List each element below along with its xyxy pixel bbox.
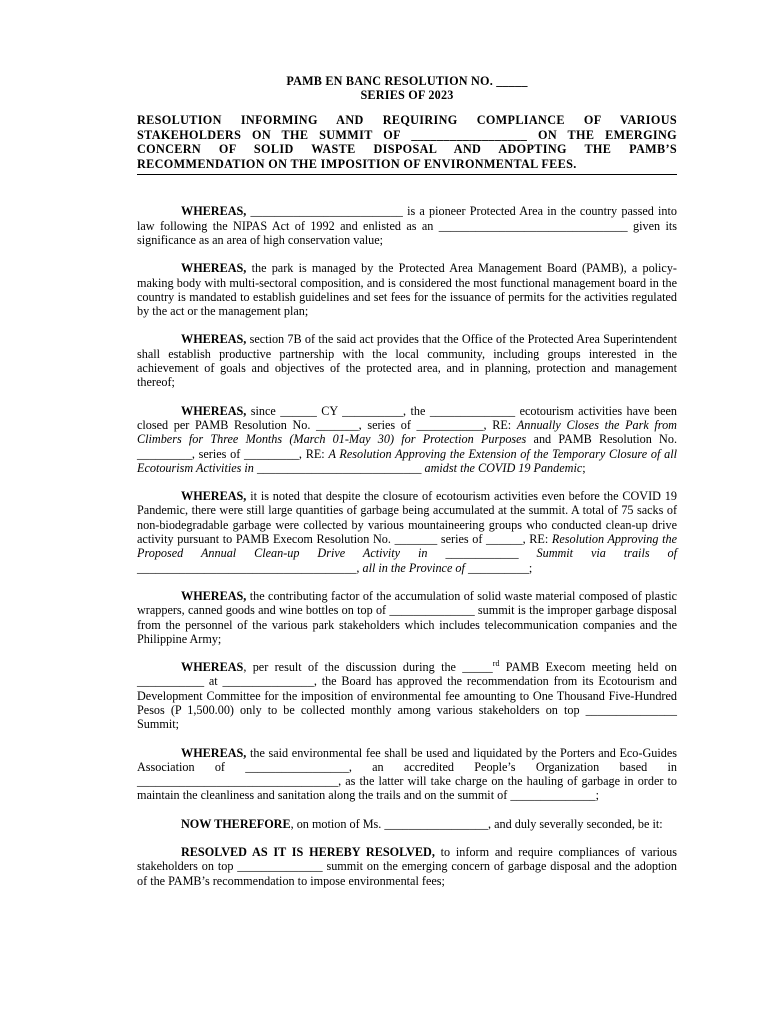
- resolution-header: [137, 74, 677, 102]
- whereas-paragraph-8: [137, 746, 677, 803]
- paragraph-text: section 7B of the said act provides that the Office of the Protected Area Superintendent shall establish productive partnership with the local community, including groups interested in the achievement of goals and objectives of the protected area, and in planning, protection and management thereof;: [137, 332, 677, 390]
- whereas-paragraph-2: [137, 261, 677, 318]
- whereas-lead: WHEREAS,: [181, 588, 247, 603]
- resolution-reference-italic: Resolution Approving the Proposed Annual Clean-up Drive Activity in ____________ Summit via trails of ____________________________________, all in the Province of: [137, 532, 677, 575]
- resolution-series: SERIES OF 2023: [360, 88, 454, 102]
- whereas-paragraph-3: [137, 332, 677, 389]
- paragraph-text: the contributing factor of the accumulation of solid waste material composed of plastic wrappers, canned goods and wine bottles on top of ______________ summit is the improper garbage disposal from the personnel of the various park stakeholders which includes telecommunication companies and the Philippine Army;: [137, 588, 677, 646]
- resolution-number: PAMB EN BANC RESOLUTION NO. _____: [286, 74, 528, 88]
- paragraph-text: the said environmental fee shall be used and liquidated by the Porters and Eco-Guides Association of _________________, an accredited People’s Organization based in _________________________________, as the latter will take charge on the hauling of garbage in order to maintain the cleanliness and sanitation along the trails and on the summit of ______________;: [137, 745, 677, 803]
- paragraph-text: since ______ CY __________, the ______________ ecotourism activities have been closed per PAMB Resolution No. _______, series of ___________, RE:: [137, 403, 677, 432]
- subject-divider: [137, 174, 677, 175]
- whereas-lead: WHEREAS,: [181, 489, 247, 504]
- paragraph-text: and PAMB Resolution No. _________, series of _________, RE:: [137, 432, 677, 461]
- paragraph-text: _________________________ is a pioneer Protected Area in the country passed into law following the NIPAS Act of 1992 and enlisted as an _______________________________ given its significance as an area of high conservation value;: [137, 204, 677, 247]
- whereas-paragraph-5: [137, 489, 677, 575]
- resolution-reference-italic: A Resolution Approving the Extension of the Temporary Closure of all Ecotourism Activities in ___________________________ amidst the COVID 19 Pandemic: [137, 446, 677, 475]
- whereas-lead: WHEREAS,: [181, 745, 247, 760]
- paragraph-text: to inform and require compliances of various stakeholders on top ______________ summit on the emerging concern of garbage disposal and the adoption of the PAMB’s recommendation to impose environmental fees;: [137, 845, 677, 888]
- whereas-paragraph-4: [137, 404, 677, 475]
- paragraph-text: , on motion of Ms. _________________, and duly severally seconded, be it:: [290, 816, 663, 831]
- resolution-subject: RESOLUTION INFORMING AND REQUIRING COMPLIANCE OF VARIOUS STAKEHOLDERS ON THE SUMMIT OF __________________ ON THE EMERGING CONCERN OF SOLID WASTE DISPOSAL AND ADOPTING THE PAMB’S RECOMMENDATION ON THE IMPOSITION OF ENVIRONMENTAL FEES.: [137, 113, 677, 171]
- resolution-document: [137, 74, 677, 888]
- paragraph-text: the park is managed by the Protected Area Management Board (PAMB), a policy-making body with multi-sectoral composition, and is considered the most functional management board in the country is mandated to establish guidelines and set fees for the issuance of permits for the activities regulated by the act or the management plan;: [137, 261, 677, 319]
- paragraph-text: , per result of the discussion during the _____: [243, 660, 493, 675]
- now-therefore-lead: NOW THEREFORE: [181, 816, 291, 831]
- whereas-lead: WHEREAS,: [181, 332, 247, 347]
- whereas-lead: WHEREAS: [181, 660, 244, 675]
- paragraph-text: __________;: [464, 560, 533, 575]
- paragraph-text: PAMB Execom meeting held on ___________ at _______________, the Board has approved the recommendation from its Ecotourism and Development Committee for the imposition of environmental fee amounting to One Thousand Five-Hundred Pesos (P 1,500.00) only to be collected monthly among various stakeholders on top _______________ Summit;: [137, 660, 677, 732]
- whereas-paragraph-6: [137, 589, 677, 646]
- paragraph-text: it is noted that despite the closure of ecotourism activities even before the COVID 19 Pandemic, there were still large quantities of garbage being accumulated at the summit. A total of 75 sacks of non-biodegradable garbage were collected by various mountaineering groups who conducted clean-up drive activity pursuant to PAMB Execom Resolution No. _______ series of ______, RE:: [137, 489, 677, 547]
- resolution-reference-italic: Annually Closes the Park from Climbers for Three Months (March 01-May 30) for Protection Purposes: [137, 417, 677, 447]
- whereas-paragraph-7: [137, 660, 677, 731]
- ordinal-suffix: rd: [492, 659, 500, 669]
- paragraph-text: ;: [582, 460, 586, 475]
- whereas-lead: WHEREAS,: [181, 403, 247, 418]
- whereas-lead: WHEREAS,: [181, 261, 247, 276]
- whereas-lead: WHEREAS,: [181, 204, 247, 219]
- now-therefore-paragraph: [137, 817, 677, 831]
- whereas-paragraph-1: [137, 204, 677, 247]
- resolved-lead: RESOLVED AS IT IS HEREBY RESOLVED,: [181, 845, 435, 860]
- resolved-paragraph: [137, 845, 677, 888]
